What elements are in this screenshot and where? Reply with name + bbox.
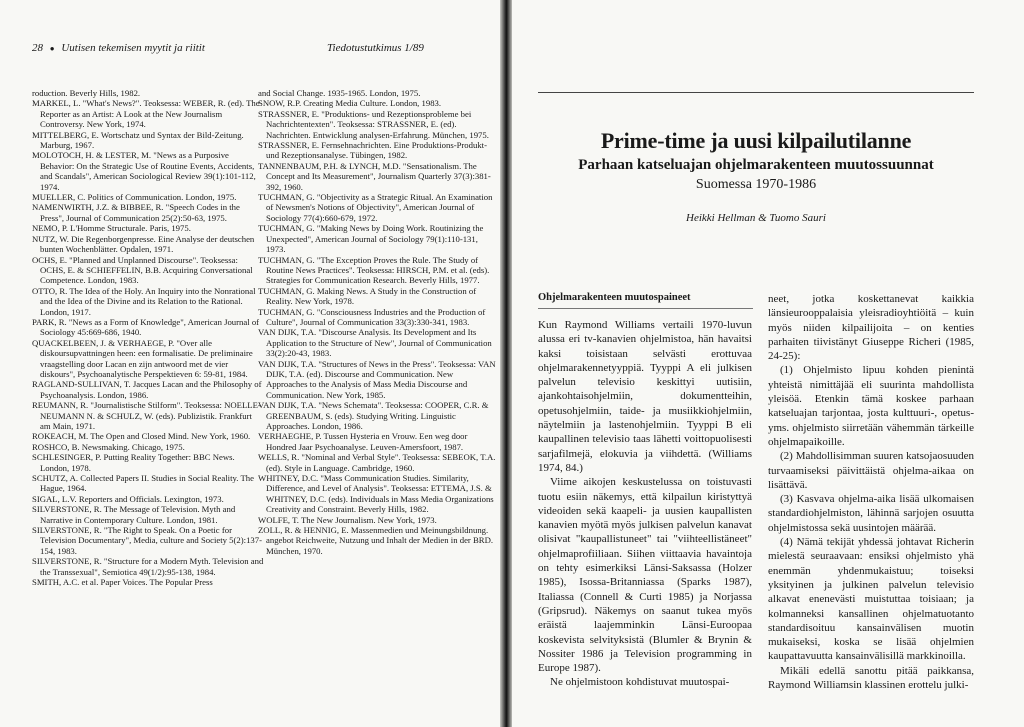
reference-entry: STRASSNER, E. "Produktions- und Rezeptionsprobleme bei Nachrichtentexten". Teoksessa: STRASSNER, E. (ed). Nachrichten. Entwicklung analysen-Erfahrung. München, 1975. (258, 108, 489, 140)
reference-entry: OCHS, E. "Planned and Unplanned Discourse". Teoksessa: OCHS, E. & SCHIEFFELIN, B.B. Acquiring Conversational Competence. London, 1983. (32, 254, 253, 286)
references-column-2 (258, 88, 496, 556)
reference-entry: NAMENWIRTH, J.Z. & BIBBEE, R. "Speech Codes in the Press", Journal of Communication 25(2):50-63, 1975. (32, 202, 240, 223)
reference-entry: VAN DIJK, T.A. "News Schemata". Teoksessa: COOPER, C.R. & GREENBAUM, S. (eds). Studying Writing. Linguistic Approaches. London, 1986. (258, 400, 489, 431)
reference-entry: STRASSNER, E. Fernsehnachrichten. Eine Produktions-Produkt- und Rezeptionsanalyse. Tübingen, 1982. (258, 140, 487, 161)
reference-entry: SMITH, A.C. et al. Paper Voices. The Popular Press (32, 577, 213, 588)
reference-entry: RAGLAND-SULLIVAN, T. Jacques Lacan and the Philosophy of Psychoanalysis. London, 1986. (32, 379, 262, 400)
reference-entry: TUCHMAN, G. "Making News by Doing Work. Routinizing the Unexpected", American Journal of Sociology 79(1):110-131, 1973. (258, 223, 484, 255)
article-title: Prime-time ja uusi kilpailutilanne (600, 128, 912, 153)
running-header-left (32, 42, 205, 54)
reference-entry: VAN DIJK, T.A. "Discourse Analysis. Its Development and Its Application to the Structure of New", Journal of Communication 33(2):20-43, 1983. (258, 327, 492, 359)
reference-entry: TUCHMAN, G. Making News. A Study in the Construction of Reality. New York, 1978. (258, 285, 477, 307)
body-paragraph: Kun Raymond Williams vertaili 1970-luvun alussa eri tv-kanavien ohjelmistoa, hän havaitsi kaksi toisistaan selvästi erottuvaa ohjelmarakennetyyppiä. Tyyppi A eli julkisen palvelun televisio keskittyi uutisiin, ajankohtaisohjelmiin, dokumentteihin, opetusohjelmiin, taide- ja musiikkiohjelmiin, näytelmiin ja lastenohjelmiin. Tyyppi B eli kaupallinen televisio taas lähetti voittopuolisesti sarjafilmejä, elokuvia ja viihdettä. (Williams 1974, 84.) (538, 319, 752, 474)
reference-entry: MOLOTOCH, H. & LESTER, M. "News as a Purposive Behavior: On the Strategic Use of Routine Events, Accidents, and Scandals", American Sociological Review 39(1):101-112, 1974. (32, 150, 256, 192)
subtitle-line: Suomessa 1970-1986 (695, 177, 817, 192)
page-number: 28 (32, 42, 43, 54)
body-paragraph: neet, jotka koskettanevat kaikkia länsieurooppalaisia yleisradioyhtiöitä – kuin myös niiden kilpailijoita – on kenties parhaiten tiivistänyt Giuseppe Richeri (1985, 24-25): (768, 293, 974, 363)
reference-entry: ROSHCO, B. Newsmaking. Chicago, 1975. (32, 441, 185, 452)
reference-entry: MARKEL, L. "What's News?". Teoksessa: WEBER, R. (ed). The Reporter as an Artist: A Look at the New Journalism Controversy. New York, 1974. (32, 98, 260, 130)
body-paragraph: (2) Mahdollisimman suuren katsojaosuuden turvaamiseksi päivittäistä ohjelma-aikaa on lisättävä. (768, 450, 974, 491)
reference-entry: SIGAL, L.V. Reporters and Officials. Lexington, 1973. (32, 493, 224, 504)
reference-entry: TANNENBAUM, P.H. & LYNCH, M.D. "Sensationalism. The Concept and Its Measurement", Journalism Quarterly 37(3):381-392, 1960. (258, 160, 491, 192)
reference-entry: VAN DIJK, T.A. "Structures of News in the Press". Teoksessa: VAN DIJK, T.A. (ed). Discourse and Communication. New Approaches to the Analysis of Mass Media Discourse and Communication. New York, 1985. (258, 358, 496, 400)
section-rule (538, 308, 753, 309)
article-subtitle (538, 156, 974, 194)
reference-entry: WOLFE, T. The New Journalism. New York, 1973. (258, 514, 437, 525)
reference-entry: TUCHMAN, G. "Consciousness Industries and the Production of Culture", Journal of Communication 33(3):330-341, 1983. (258, 306, 486, 327)
reference-entry: ZOLL, R. & HENNIG, E. Massenmedien und Meinungsbildnung. angebot Reichweite, Nutzung und Inhalt der Medien in der BRD. München, 1970. (258, 525, 494, 556)
reference-entry: TUCHMAN, G. "Objectivity as a Strategic Ritual. An Examination of Newsmen's Notions of Objectivity", American Journal of Sociology 77(4):660-679, 1972. (258, 192, 493, 223)
body-paragraph: Ne ohjelmistoon kohdistuvat muutospai- (550, 676, 730, 689)
reference-entry: NUTZ, W. Die Regenborgenpresse. Eine Analyse der deutschen bunten Wochenblätter. Opdalen, 1971. (32, 233, 255, 255)
reference-entry: ROKEACH, M. The Open and Closed Mind. New York, 1960. (32, 431, 251, 442)
book-gutter (500, 0, 512, 727)
reference-entry: WHITNEY, D.C. "Mass Communication Studies. Similarity, Difference, and Level of Analysis". Teoksessa: ETTEMA, J.S. & WHITNEY, D.C. (eds). Individuals in Mass Media Organizations Creativity and Constraint. Beverly Hills, 1982. (258, 473, 494, 515)
reference-entry: WELLS, R. "Nominal and Verbal Style". Teoksessa: SEBEOK, T.A. (ed). Style in Language. Cambridge, 1960. (258, 452, 496, 473)
reference-entry: SCHLESINGER, P. Putting Reality Together: BBC News. London, 1978. (32, 452, 235, 473)
reference-entry: SILVERSTONE, R. The Message of Television. Myth and Narrative in Contemporary Culture. London, 1981. (32, 504, 236, 525)
reference-entry: REUMANN, R. "Journalistische Stilform". Teoksessa: NOELLE-NEUMANN N. & SCHULZ, W. (eds). Publizistik. Frankfurt am Main, 1971. (32, 400, 261, 431)
reference-entry: roduction. Beverly Hills, 1982. (32, 88, 141, 98)
reference-entry: SILVERSTONE, R. "The Right to Speak. On a Poetic for Television Documentary", Media, culture and Society 5(2):137-154, 1983. (32, 525, 262, 556)
body-column-1 (538, 318, 752, 690)
section-heading: Ohjelmarakenteen muutospaineet (538, 292, 691, 303)
subtitle-line: Parhaan katseluajan ohjelmarakenteen muutossuunnat (578, 157, 934, 173)
left-page (0, 0, 500, 727)
reference-entry: QUACKELBEEN, J. & VERHAEGE, P. "Over alle diskoursupvattningen heen: een formalisatie. De preliminaire vraagstelling door Lacan en zijn antwoord met de vier diskours", Psychoanalytische Perspektieven 6: 59-81, 1984. (32, 337, 253, 379)
body-paragraph: Viime aikojen keskustelussa on toistuvasti tuotu esiin näkemys, että kilpailun kiristyttyä videoiden sekä kaapeli- ja uusien kaupallisten kanavien myötä myös julkisen palvelun kanavat olisivat "kaupallistuneet" tai "viihteellistäneet" ohjelmaprofiiliaan. Siihen viittaavia havaintoja on tehty esimerkiksi Länsi-Saksassa (Holzer 1985), Isossa-Britanniassa (Sparks 1987), Italiassa (Connell & Curti 1985) ja Norjassa (Gripsrud). Näkemys on saanut tukea myös eräistä laajemminkin Länsi-Euroopaa koskevista selvityksistä (Blumler & Brynin & Nossiter 1986 ja Television programming in Europe 1987). (538, 476, 752, 675)
reference-entry: SILVERSTONE, R. "Structure for a Modern Myth. Television and the Transsexual", Semiotica 49(1/2):95-138, 1984. (32, 556, 264, 577)
reference-entry: MUELLER, C. Politics of Communication. London, 1975. (32, 192, 237, 203)
running-title: Uutisen tekemisen myytit ja riitit (61, 42, 205, 54)
reference-entry: VERHAEGHE, P. Tussen Hysteria en Vrouw. Een weg door Hondred Jaar Psychoanalyse. Leuven-Amersfoort, 1987. (258, 431, 468, 452)
top-rule (538, 92, 974, 93)
reference-entry: MITTELBERG, E. Wortschatz und Syntax der Bild-Zeitung. Marburg, 1967. (32, 129, 244, 151)
body-column-2 (768, 292, 974, 692)
reference-entry: SNOW, R.P. Creating Media Culture. London, 1983. (258, 98, 442, 109)
article-authors: Heikki Hellman & Tuomo Sauri (686, 212, 826, 224)
body-paragraph: (4) Nämä tekijät yhdessä johtavat Richerin mielestä seuraavaan: ensiksi ohjelmisto yhä enemmän yhdenmukaistuu; toiseksi yksityinen ja julkinen palvelun televisio alkavat enenevästi muistuttaa toisiaan; ja kolmanneksi kansallinen ohjelmatuotanto standardisoituu kansainvälisen muotin mukaiseksi, koska se lisää ohjelmien kaupattavuutta kansainvälisillä markkinoilla. (768, 536, 974, 663)
body-paragraph: (3) Kasvava ohjelma-aika lisää ulkomaisen standardiohjelmiston, lähinnä sarjojen osuutta ohjelmistossa sekä uusintojen määrää. (768, 493, 974, 534)
reference-entry: NEMO, P. L'Homme Structurale. Paris, 1975. (32, 223, 191, 234)
body-paragraph: (1) Ohjelmisto lipuu kohden pienintä yhteistä nimittäjää eli suurinta mahdollista yleisöä. Etenkin tämä koskee parhaan katseluajan tarjontaa, josta kulttuuri-, opetus- yms. ohjelmisto siirretään vähemmän tärkeille ohjelmapaikoille. (768, 364, 974, 448)
body-paragraph: Mikäli edellä sanottu pitää paikkansa, Raymond Williamsin klassinen erottelu julki- (768, 664, 974, 692)
reference-entry: TUCHMAN, G. "The Exception Proves the Rule. The Study of Routine News Practices". Teoksessa: HIRSCH, P.M. et al. (eds). Strategies for Communication Research. Beverly Hills, 1977. (258, 254, 490, 286)
reference-entry: PARK, R. "News as a Form of Knowledge", American Journal of Sociology 45:669-686, 1940. (32, 316, 260, 338)
reference-entry: OTTO, R. The Idea of the Holy. An Inquiry into the Nonrational and the Idea of the Divine and its Relation to the Rational. London, 1917. (32, 285, 256, 317)
reference-entry: and Social Change. 1935-1965. London, 1975. (258, 88, 421, 98)
journal-title: Tiedotustutkimus 1/89 (327, 42, 424, 54)
reference-entry: SCHUTZ, A. Collected Papers II. Studies in Social Reality. The Hague, 1964. (32, 473, 254, 494)
references-column-1 (32, 88, 264, 588)
bullet-icon: ● (49, 44, 55, 53)
